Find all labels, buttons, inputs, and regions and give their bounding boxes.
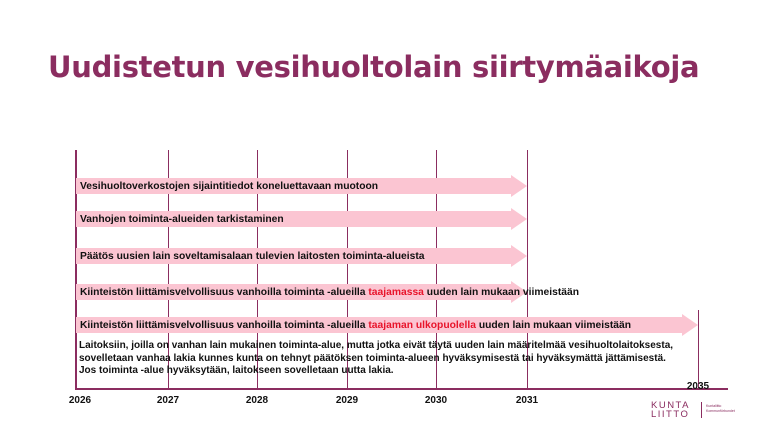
year-label-2035: 2035 xyxy=(686,381,710,392)
arrow-head xyxy=(511,208,527,230)
year-label-2029: 2029 xyxy=(335,395,359,406)
arrow-label-4-highlight: taajamassa xyxy=(368,287,424,298)
arrow-label-4 xyxy=(80,287,579,298)
logo-divider xyxy=(701,402,702,418)
gridline-2035 xyxy=(698,310,699,390)
kuntaliitto-logo xyxy=(651,400,735,422)
arrow-label-1: Vesihuoltoverkostojen sijaintitiedot koneluettavaan muotoon xyxy=(80,181,379,192)
arrow-label-5-highlight: taajaman ulkopuolella xyxy=(368,320,476,331)
logo-subtitle-1: Kuntaliitto xyxy=(706,404,722,408)
arrow-label-2: Vanhojen toiminta-alueiden tarkistaminen xyxy=(80,214,284,225)
arrow-label-5-before: Kiinteistön liittämisvelvollisuus vanhoilla toiminta -alueilla xyxy=(80,320,369,331)
year-label-2030: 2030 xyxy=(424,395,448,406)
arrow-label-4-before: Kiinteistön liittämisvelvollisuus vanhoilla toiminta -alueilla xyxy=(80,287,369,298)
logo-word-bottom: LIITTO xyxy=(651,409,690,420)
year-label-2027: 2027 xyxy=(156,395,180,406)
arrow-head xyxy=(511,175,527,197)
arrow-label-4-after: uuden lain mukaan viimeistään xyxy=(423,287,579,298)
arrow-label-5-after: uuden lain mukaan viimeistään xyxy=(475,320,632,331)
logo-subtitle-2: Kommunförbundet xyxy=(706,409,735,413)
year-label-2028: 2028 xyxy=(245,395,269,406)
timeline-axis xyxy=(76,388,728,390)
logo-word-top: KUNTA xyxy=(651,400,690,411)
slide-title: Uudistetun vesihuoltolain siirtymäaikoja xyxy=(48,50,700,84)
year-label-2031: 2031 xyxy=(515,395,539,406)
arrow-head xyxy=(682,314,698,336)
transition-note: Laitoksiin, joilla on vanhan lain mukainen toiminta-alue, mutta jotka eivät täytä uuden lain määritelmää vesihuoltolaitoksesta, sovelletaan vanhaa lakia kunnes kunta on tehnyt päätöksen toiminta-alueen hyväksymisestä tai hyväksymättä jättämisestä. Jos toiminta -alue hyväksytään, laitokseen sovelletaan uutta lakia. xyxy=(79,340,674,376)
year-label-2026: 2026 xyxy=(68,395,92,406)
arrow-label-5 xyxy=(80,320,631,331)
arrow-head xyxy=(511,245,527,267)
arrow-label-3: Päätös uusien lain soveltamisalaan tulevien laitosten toiminta-alueista xyxy=(80,251,425,262)
